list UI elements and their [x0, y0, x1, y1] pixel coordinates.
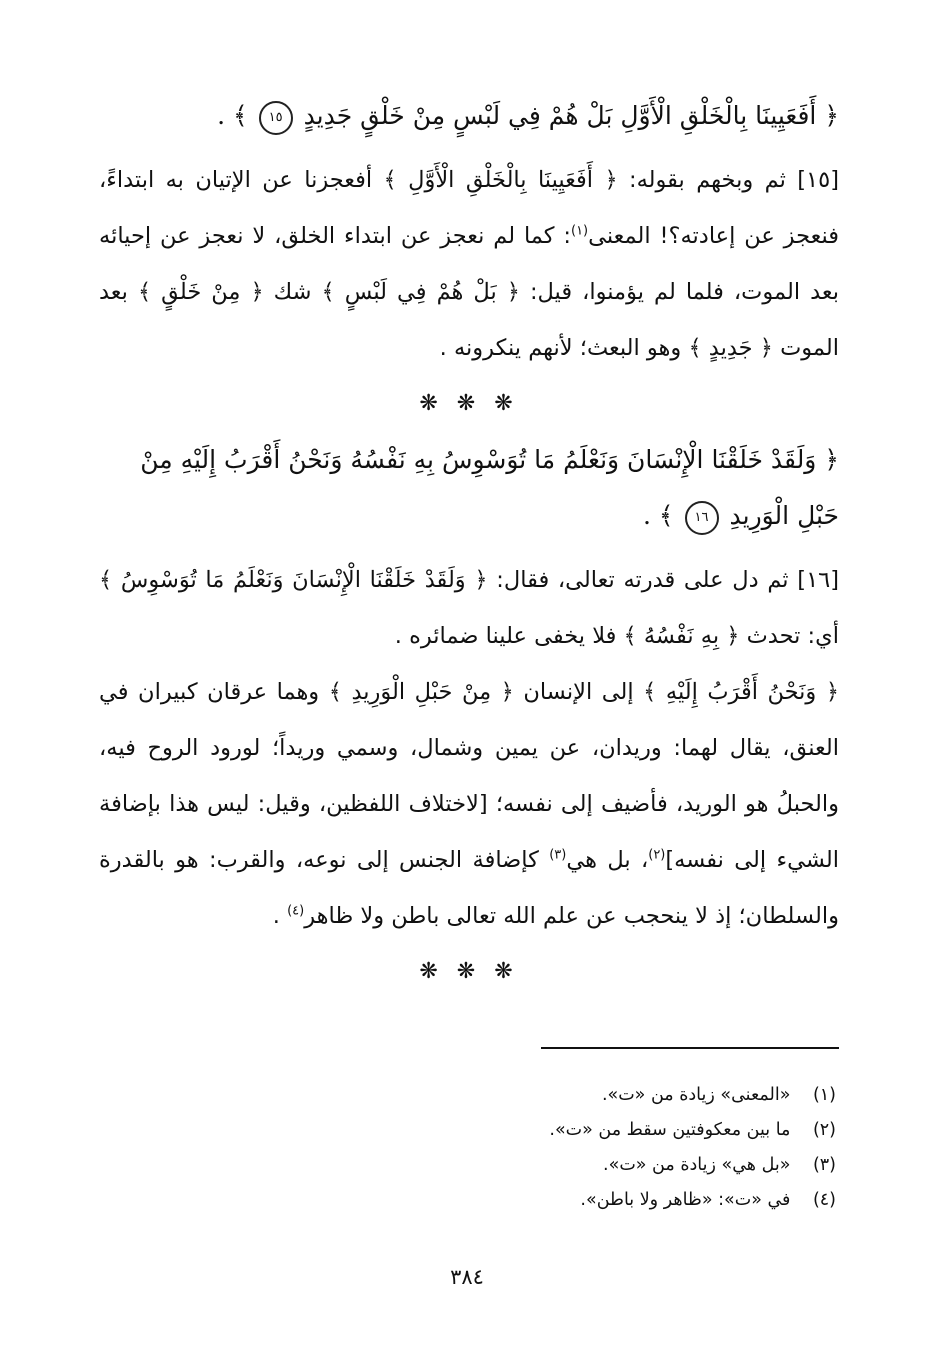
footnote-number: (١) [812, 1085, 836, 1105]
footnote-text: ما بين معكوفتين سقط من «ت». [549, 1120, 791, 1140]
footnote-ref[interactable]: (٢) [648, 847, 666, 863]
quote: ﴿ وَنَحْنُ أَقْرَبُ إِلَيْهِ ﴾ [643, 679, 840, 705]
text-run: ، بل هي [566, 847, 649, 873]
quran-verse-15 [99, 88, 839, 144]
footnote-text: «بل هي» زيادة من «ت». [603, 1155, 791, 1175]
text-run: كإضافة الجنس إلى نوعه، والقرب: هو بالقدرة والسلطان؛ إذ لا ينحجب عن علم الله تعالى باطن ولا ظاهر [99, 847, 839, 929]
quote: ﴿ بِهِ نَفْسُهُ ﴾ [623, 623, 740, 649]
footnote-item [96, 1078, 836, 1113]
quran-verse-16 [99, 432, 839, 544]
text-run: أفعجزنا عن الإتيان به ابتداءً، فنعجز عن إعادته؟! المعنى [99, 167, 839, 249]
verse-ref-number: [١٦] [797, 567, 840, 593]
quote: ﴿ بَلْ هُمْ فِي لَبْسٍ ﴾ [321, 279, 520, 305]
quote: ﴿ وَلَقَدْ خَلَقْنَا الْإِنْسَانَ وَنَعْلَمُ مَا تُوَسْوِسُ ﴾ [99, 567, 488, 593]
verse-close-bracket: ﴾ . [217, 101, 248, 130]
text-run: . [272, 903, 288, 929]
footnote-text: «المعنى» زيادة من «ت». [601, 1085, 791, 1105]
text-run: شك [273, 279, 312, 305]
verse-open-bracket: ﴿ [824, 101, 839, 130]
footnotes-list [96, 1078, 836, 1218]
footnote-text: في «ت»: «ظاهر ولا باطن». [580, 1190, 791, 1210]
footnote-ref[interactable]: (٣) [549, 847, 567, 863]
text-run: بعد الموت [99, 279, 839, 361]
text-run: ثم وبخهم بقوله: [629, 167, 786, 193]
footnote-item [96, 1183, 836, 1218]
text-run: ثم دل على قدرته تعالى، فقال: [496, 567, 789, 593]
quote: ﴿ مِنْ حَبْلِ الْوَرِيدِ ﴾ [328, 679, 514, 705]
verse-open-bracket: ﴿ [824, 445, 839, 474]
footnote-ref[interactable]: (٤) [287, 903, 305, 919]
verse-text: أَفَعَيِينَا بِالْخَلْقِ الْأَوَّلِ بَلْ هُمْ فِي لَبْسٍ مِنْ خَلْقٍ جَدِيدٍ [303, 101, 817, 130]
commentary-paragraph-16b [99, 664, 839, 944]
text-run: وهما عرقان كبيران في العنق، يقال لهما: وريدان، عن يمين وشمال، وسمي وريداً؛ لورود الروح فيه، والحبلُ هو الوريد، فأضيف إلى نفسه؛ [لاختلاف اللفظين، وقيل: ليس هذا بإضافة الشيء إلى نفسه] [99, 679, 839, 873]
quote: ﴿ مِنْ خَلْقٍ ﴾ [137, 279, 264, 305]
verse-ref-number: [١٥] [797, 167, 839, 193]
footnote-number: (٢) [812, 1120, 836, 1140]
ayah-number-mark: ١٥ [259, 101, 293, 135]
page-body [99, 88, 839, 1000]
page-number: ٣٨٤ [450, 1265, 484, 1289]
text-run: إلى الإنسان [523, 679, 634, 705]
footnote-item [96, 1113, 836, 1148]
footnote-ref[interactable]: (١) [570, 223, 589, 239]
verse-text: وَلَقَدْ خَلَقْنَا الْإِنْسَانَ وَنَعْلَمُ مَا تُوَسْوِسُ بِهِ نَفْسُهُ وَنَحْنُ أَقْرَبُ إِلَيْهِ مِنْ حَبْلِ الْوَرِيدِ [140, 445, 839, 530]
text-run: أي: تحدث [746, 623, 839, 649]
text-run: وهو البعث؛ لأنهم ينكرونه . [439, 335, 682, 361]
footnote-divider [541, 1047, 839, 1049]
text-run: فلا يخفى علينا ضمائره . [394, 623, 617, 649]
footnote-number: (٤) [812, 1190, 836, 1210]
quote: ﴿ أَفَعَيِينَا بِالْخَلْقِ الْأَوَّلِ ﴾ [383, 167, 618, 193]
footnote-number: (٣) [812, 1155, 836, 1175]
section-separator: ❋ ❋ ❋ [419, 391, 519, 416]
text-run: : كما لم نعجز عن ابتداء الخلق، لا نعجز عن إحيائه بعد الموت، فلما لم يؤمنوا، قيل: [99, 223, 840, 305]
verse-close-bracket: ﴾ . [643, 501, 674, 530]
footnote-item [96, 1148, 836, 1183]
commentary-paragraph-15 [99, 152, 839, 376]
quote: ﴿ جَدِيدٍ ﴾ [688, 335, 773, 361]
ayah-number-mark: ١٦ [685, 501, 719, 535]
commentary-paragraph-16a [99, 552, 839, 664]
section-separator: ❋ ❋ ❋ [419, 959, 519, 984]
